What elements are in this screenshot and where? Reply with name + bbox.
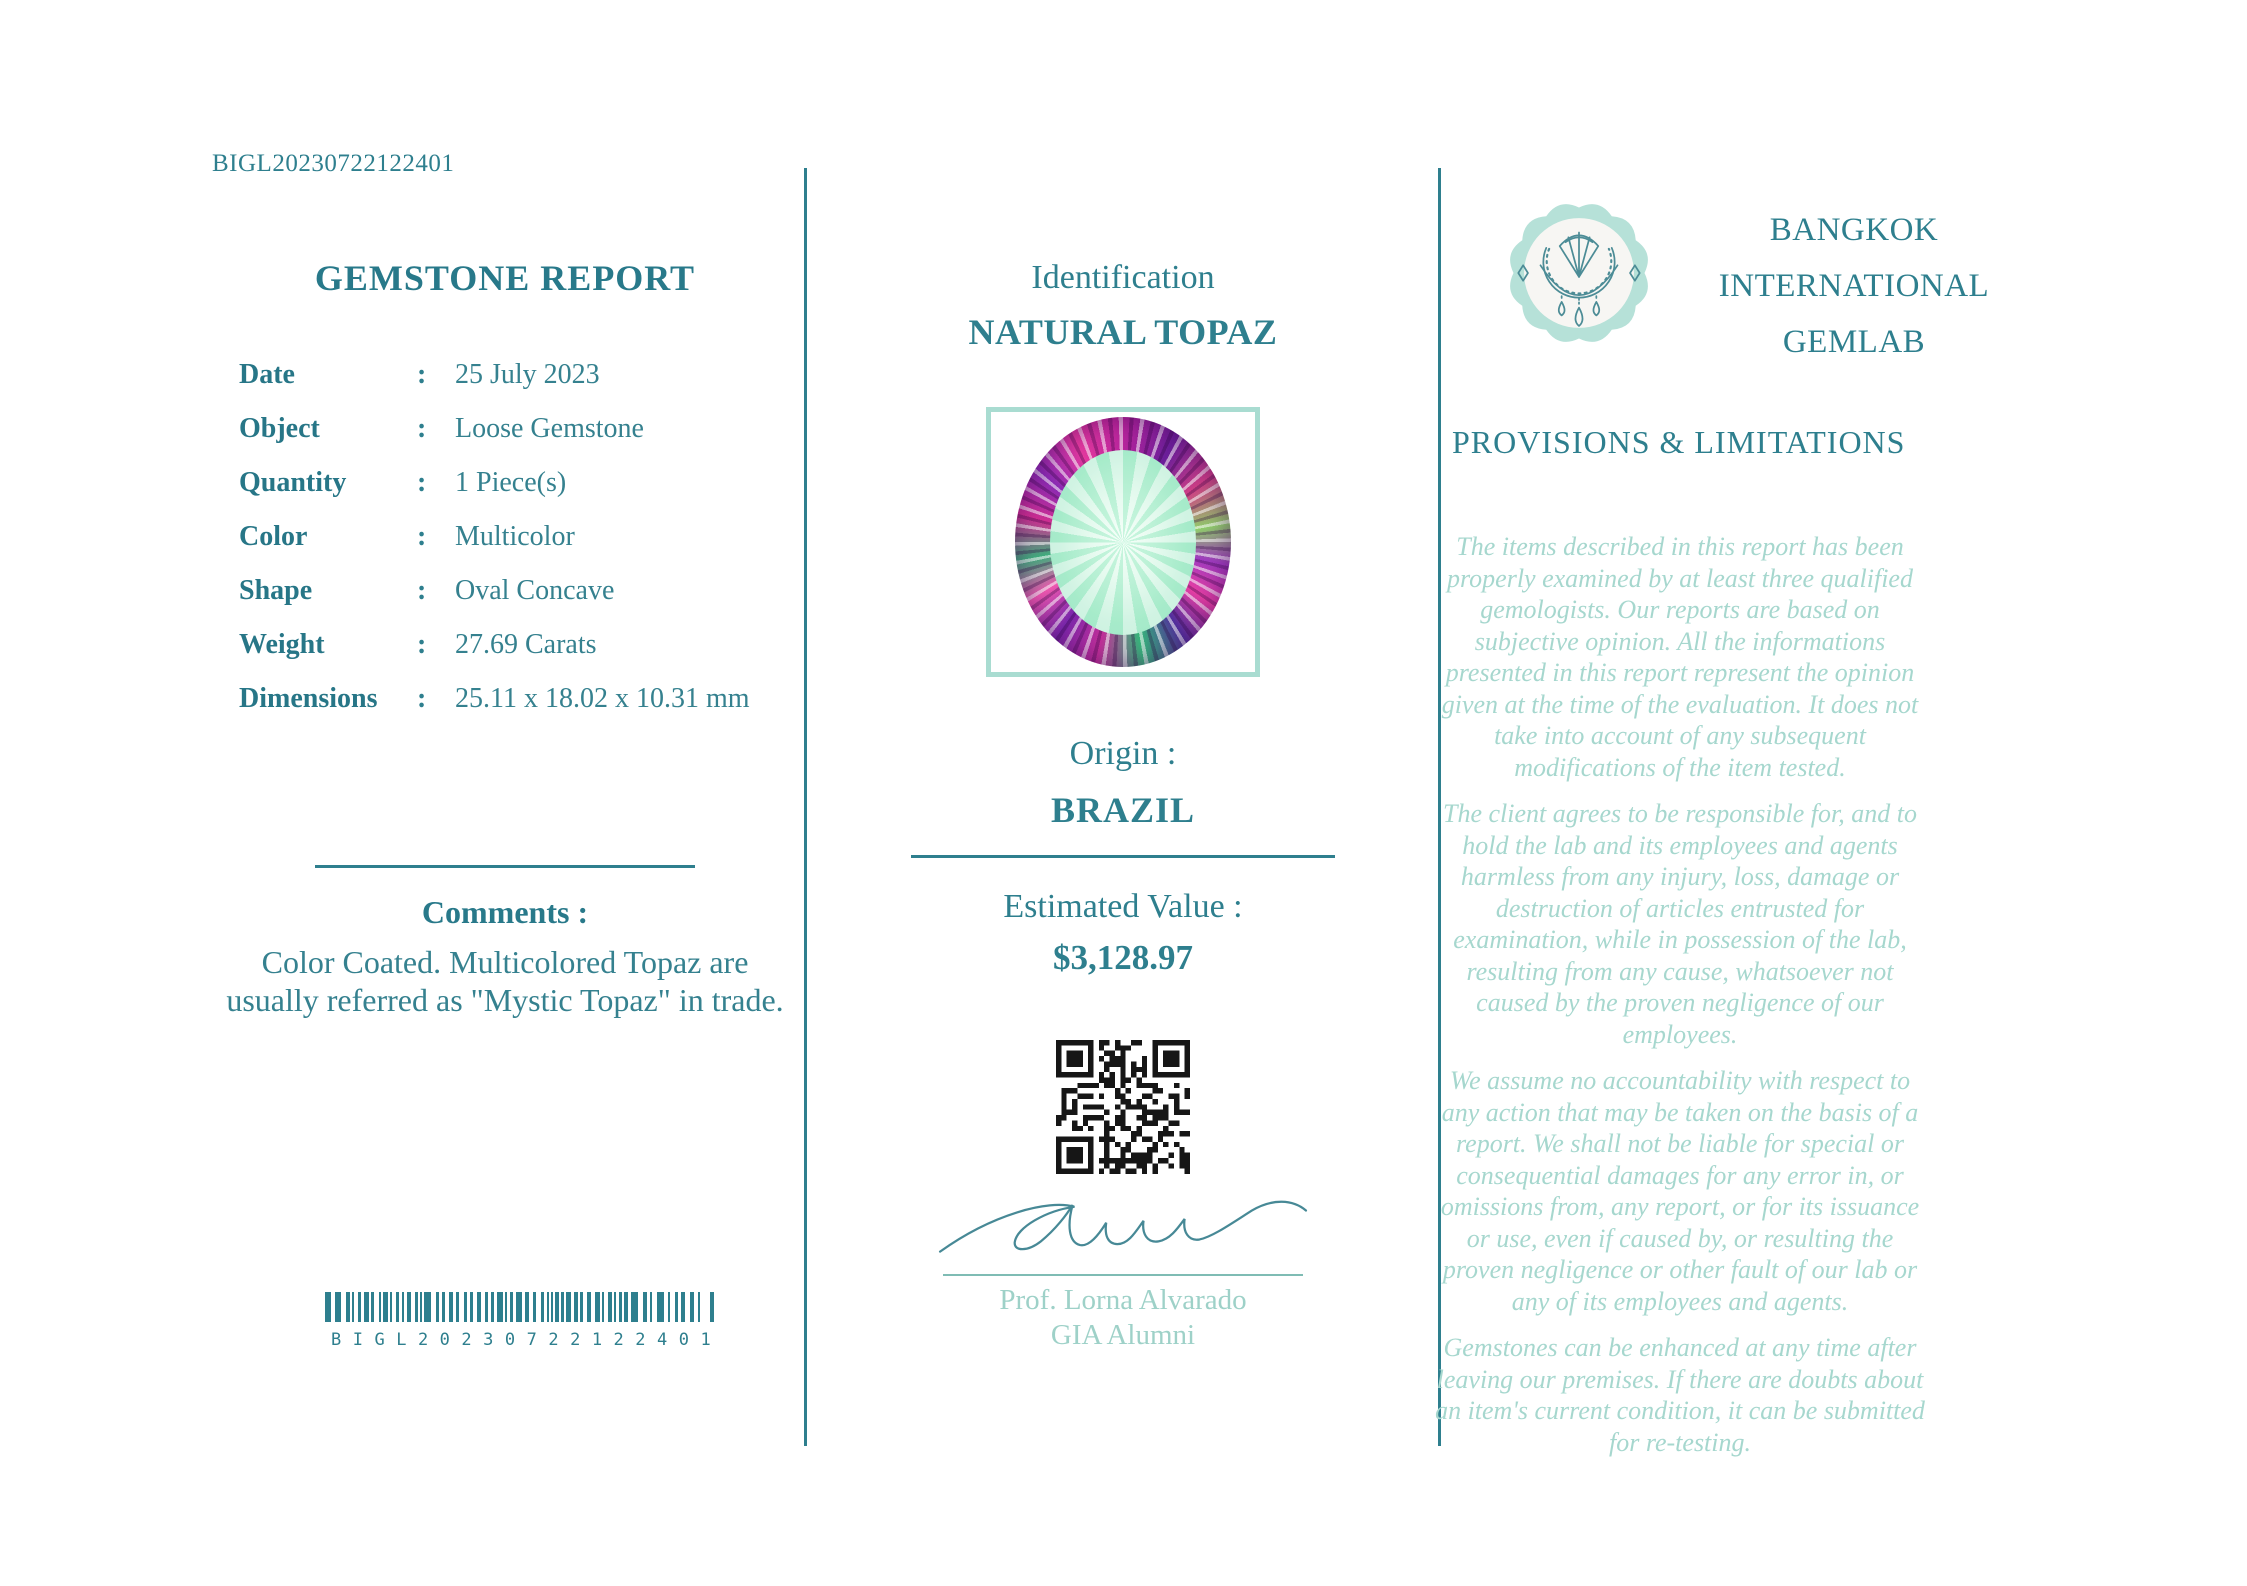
barcode [325,1292,723,1350]
field-row-quantity [239,467,795,521]
signature [923,1190,1323,1274]
field-value: 25 July 2023 [455,359,600,390]
field-value: Multicolor [455,521,575,552]
lab-info-column [1435,190,2102,1473]
field-colon: : [417,467,427,498]
report-number: BIGL20230722122401 [212,150,455,177]
signature-underline [943,1274,1303,1276]
provisions-paragraph-3: We assume no accountability with respect to any action that may be taken on the basis of a report. We shall not be liable for special or consequential damages for any error in, or omissions from, any report, or for its issuance or use, even if caused by, or resulting the proven negligence or other fault of our lab or any of its employees and agents. [1440,1066,1920,1316]
barcode-text: BIGL20230722122401 [331,1330,723,1350]
field-label: Shape [239,575,313,606]
barcode-image [325,1292,715,1322]
comments-divider-line [315,865,695,868]
comments-text: Color Coated. Multicolored Topaz are usually referred as "Mystic Topaz" in trade. [226,944,784,1018]
field-label: Object [239,413,320,444]
identification-label: Identification [1031,259,1215,296]
field-colon: : [417,683,427,714]
origin-value: BRAZIL [1050,790,1196,830]
gem-photo-frame [986,407,1260,677]
field-colon: : [417,575,427,606]
field-row-date [239,359,795,413]
column-divider-left [804,168,807,1446]
field-colon: : [417,359,427,390]
field-colon: : [417,413,427,444]
gem-photo [1015,417,1231,667]
estimated-value: $3,128.97 [1053,938,1193,977]
lab-header [1442,190,2102,370]
provisions-paragraph-4: Gemstones can be enhanced at any time after leaving our premises. If there are doubts about an item's current condition, it can be submitted for re-testing. [1435,1333,1925,1457]
provisions-paragraph-1: The items described in this report has been properly examined by at least three qualified gemologists. Our reports are based on subjective opinion. All the informations presented in this report represent the opinion given at the time of the evaluation. It does not take into account of any subsequent modifications of the item tested. [1441,532,1919,782]
field-row-object [239,413,795,467]
lab-name-line-3: GEMLAB [1782,324,1926,360]
field-row-color [239,521,795,575]
field-row-shape [239,575,795,629]
field-colon: : [417,521,427,552]
provisions-paragraph-2: The client agrees to be responsible for, and to hold the lab and its employees and agents harmless from any injury, loss, damage or destruction of articles entrusted for examination, while in possession of the lab, resulting from any cause, whatsoever not caused by the proven negligence of our employees. [1443,799,1917,1049]
origin-value-divider-line [911,855,1335,858]
field-value: 1 Piece(s) [455,467,567,498]
signer-credential: GIA Alumni [1050,1319,1196,1351]
provisions-title: PROVISIONS & LIMITATIONS [1452,424,1906,460]
field-value: Loose Gemstone [455,413,644,444]
signer-name: Prof. Lorna Alvarado [999,1284,1247,1316]
lab-name-line-1: BANGKOK [1769,212,1939,248]
field-label: Dimensions [239,683,378,714]
identification-column [808,245,1438,1352]
report-details-column [215,245,795,1019]
report-fields [215,359,795,737]
qr-code [1056,1040,1190,1174]
field-value: 25.11 x 18.02 x 10.31 mm [455,683,750,714]
identification-value: NATURAL TOPAZ [968,312,1278,352]
field-label: Quantity [239,467,347,498]
estimated-value-label: Estimated Value : [1003,888,1243,925]
lab-name-line-2: INTERNATIONAL [1718,268,1990,304]
field-value: 27.69 Carats [455,629,597,660]
report-title: GEMSTONE REPORT [314,258,696,298]
field-row-weight [239,629,795,683]
lab-name [1684,190,2024,370]
field-label: Color [239,521,308,552]
field-label: Weight [239,629,325,660]
gemlab-logo-icon [1500,190,1658,356]
comments-title: Comments : [421,894,589,930]
field-colon: : [417,629,427,660]
origin-label: Origin : [1069,735,1177,772]
field-label: Date [239,359,295,390]
field-value: Oval Concave [455,575,615,606]
field-row-dimensions [239,683,795,737]
provisions-paragraphs [1430,531,1930,1458]
